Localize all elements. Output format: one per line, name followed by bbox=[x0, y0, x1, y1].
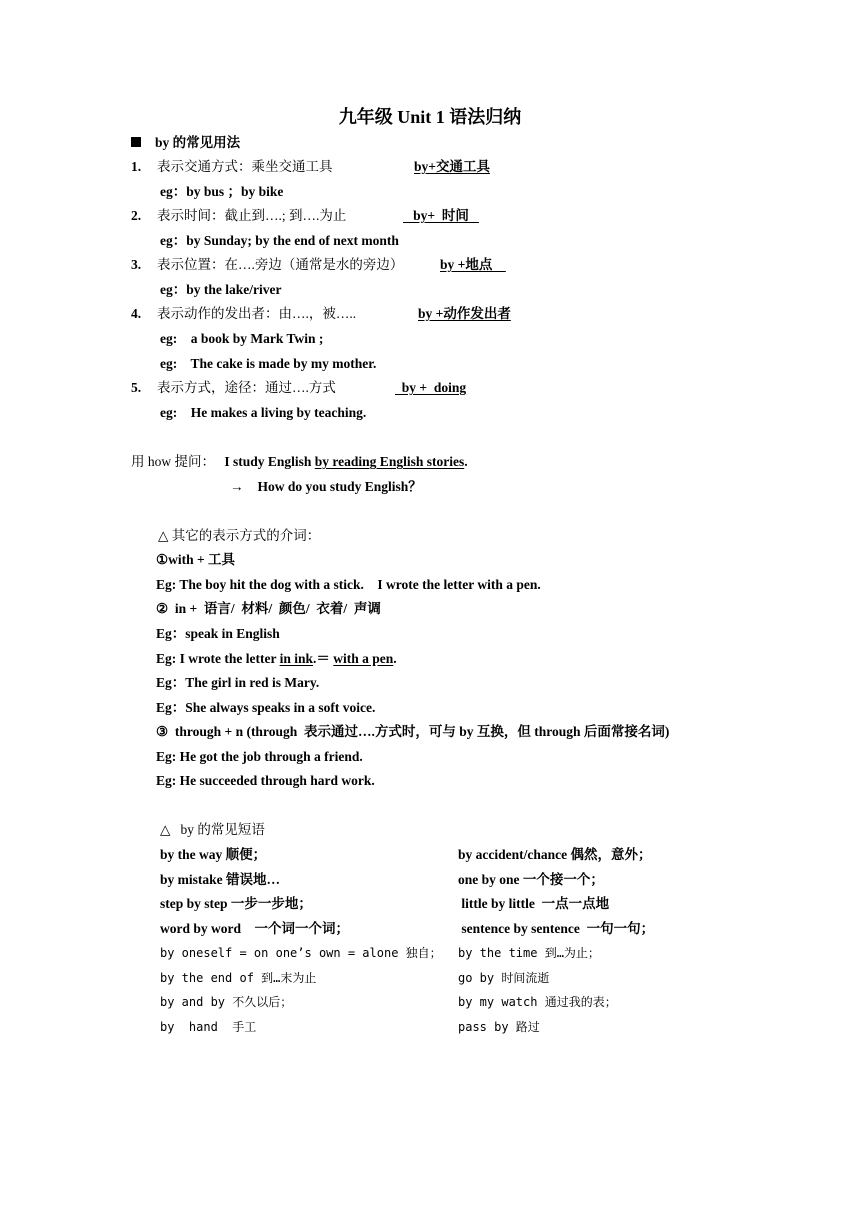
usage-item bbox=[131, 256, 403, 274]
section-heading-text: by 的常见用法 bbox=[155, 135, 241, 150]
phrase-left: word by word 一个词一个词； bbox=[160, 921, 350, 936]
usage-text: 表示交通方式：乘坐交通工具 bbox=[157, 159, 333, 174]
usage-text: 表示位置：在….旁边（通常是水的旁边） bbox=[157, 257, 404, 272]
how-question-line bbox=[131, 453, 468, 471]
phrase-right: by the time 到…为止； bbox=[458, 946, 600, 960]
in-example bbox=[156, 650, 397, 668]
phrase-right: pass by 路过 bbox=[458, 1020, 540, 1034]
phrase-left: by mistake 错误地… bbox=[160, 872, 281, 887]
in-example: Eg：speak in English bbox=[156, 626, 280, 641]
usage-rule: by +动作发出者 bbox=[418, 306, 511, 321]
usage-number: 5. bbox=[131, 380, 142, 395]
how-sentence-underlined: by reading English stories bbox=[314, 454, 465, 469]
phrase-left: by and by 不久以后； bbox=[160, 995, 293, 1009]
in-example-underlined: in ink bbox=[279, 651, 313, 666]
phrase-left: by hand 手工 bbox=[160, 1020, 257, 1034]
phrase-left: by the way 顺便； bbox=[160, 847, 267, 862]
how-answer-line bbox=[230, 478, 422, 496]
phrase-left: by the end of 到…末为止 bbox=[160, 971, 317, 985]
usage-text: 表示动作的发出者：由….，被….. bbox=[157, 306, 357, 321]
phrase-left: step by step 一步一步地； bbox=[160, 896, 312, 911]
phrase-right: go by 时间流逝 bbox=[458, 971, 550, 985]
phrases-heading: △ by 的常见短语 bbox=[160, 822, 265, 837]
arrow-icon: → bbox=[230, 479, 244, 494]
usage-text: 表示时间：截止到….; 到….为止 bbox=[157, 208, 347, 223]
usage-text: 表示方式，途径：通过….方式 bbox=[157, 380, 336, 395]
usage-rule: by+交通工具 bbox=[414, 159, 490, 174]
other-heading: △ 其它的表示方式的介词： bbox=[158, 528, 321, 543]
usage-example: eg：by bus ；by bike bbox=[160, 184, 284, 199]
through-title: ③ through + n (through 表示通过….方式时，可与 by 互换，但 through 后面常接名词) bbox=[156, 724, 670, 739]
usage-example: eg：by Sunday; by the end of next month bbox=[160, 233, 399, 248]
usage-rule: by + doing bbox=[395, 380, 467, 395]
usage-number: 1. bbox=[131, 159, 142, 174]
phrase-left: by oneself = on one’s own = alone 独自； bbox=[160, 946, 442, 960]
with-title: ①with + 工具 bbox=[156, 552, 236, 567]
phrase-right: by accident/chance 偶然，意外； bbox=[458, 847, 652, 862]
how-question: How do you study English？ bbox=[257, 479, 422, 494]
in-example-text: .＝ bbox=[313, 651, 334, 666]
phrase-right: one by one 一个接一个； bbox=[458, 872, 604, 887]
usage-number: 2. bbox=[131, 208, 142, 223]
how-prefix: 用 how 提问： bbox=[131, 454, 215, 469]
phrase-right: sentence by sentence 一句一句； bbox=[458, 921, 655, 936]
usage-number: 3. bbox=[131, 257, 142, 272]
usage-item bbox=[131, 379, 336, 397]
usage-rule: by+ 时间 bbox=[403, 208, 479, 223]
in-title: ② in + 语言/ 材料/ 颜色/ 衣着/ 声调 bbox=[156, 601, 381, 616]
section-heading bbox=[131, 134, 240, 152]
usage-example: eg: The cake is made by my mother. bbox=[160, 356, 377, 371]
through-example: Eg: He succeeded through hard work. bbox=[156, 773, 375, 788]
in-example-text: Eg: I wrote the letter bbox=[156, 651, 280, 666]
usage-item bbox=[131, 305, 356, 323]
page-title: 九年级 Unit 1 语法归纳 bbox=[338, 107, 522, 127]
in-example-underlined: with a pen bbox=[333, 651, 394, 666]
how-sentence: I study English bbox=[224, 454, 315, 469]
usage-item bbox=[131, 158, 333, 176]
usage-item bbox=[131, 207, 346, 225]
phrase-right: little by little 一点一点地 bbox=[458, 896, 610, 911]
usage-example: eg: He makes a living by teaching. bbox=[160, 405, 367, 420]
usage-number: 4. bbox=[131, 306, 142, 321]
usage-example: eg：by the lake/river bbox=[160, 282, 282, 297]
in-example: Eg：The girl in red is Mary. bbox=[156, 675, 320, 690]
usage-rule: by +地点 bbox=[440, 257, 506, 272]
in-example: Eg：She always speaks in a soft voice. bbox=[156, 700, 376, 715]
how-sentence-end: . bbox=[464, 454, 468, 469]
through-example: Eg: He got the job through a friend. bbox=[156, 749, 363, 764]
usage-example: eg: a book by Mark Twin ; bbox=[160, 331, 324, 346]
phrase-right: by my watch 通过我的表； bbox=[458, 995, 617, 1009]
square-bullet-icon bbox=[131, 137, 141, 147]
with-example: Eg: The boy hit the dog with a stick. I wrote the letter with a pen. bbox=[156, 577, 541, 592]
in-example-text: . bbox=[393, 651, 397, 666]
